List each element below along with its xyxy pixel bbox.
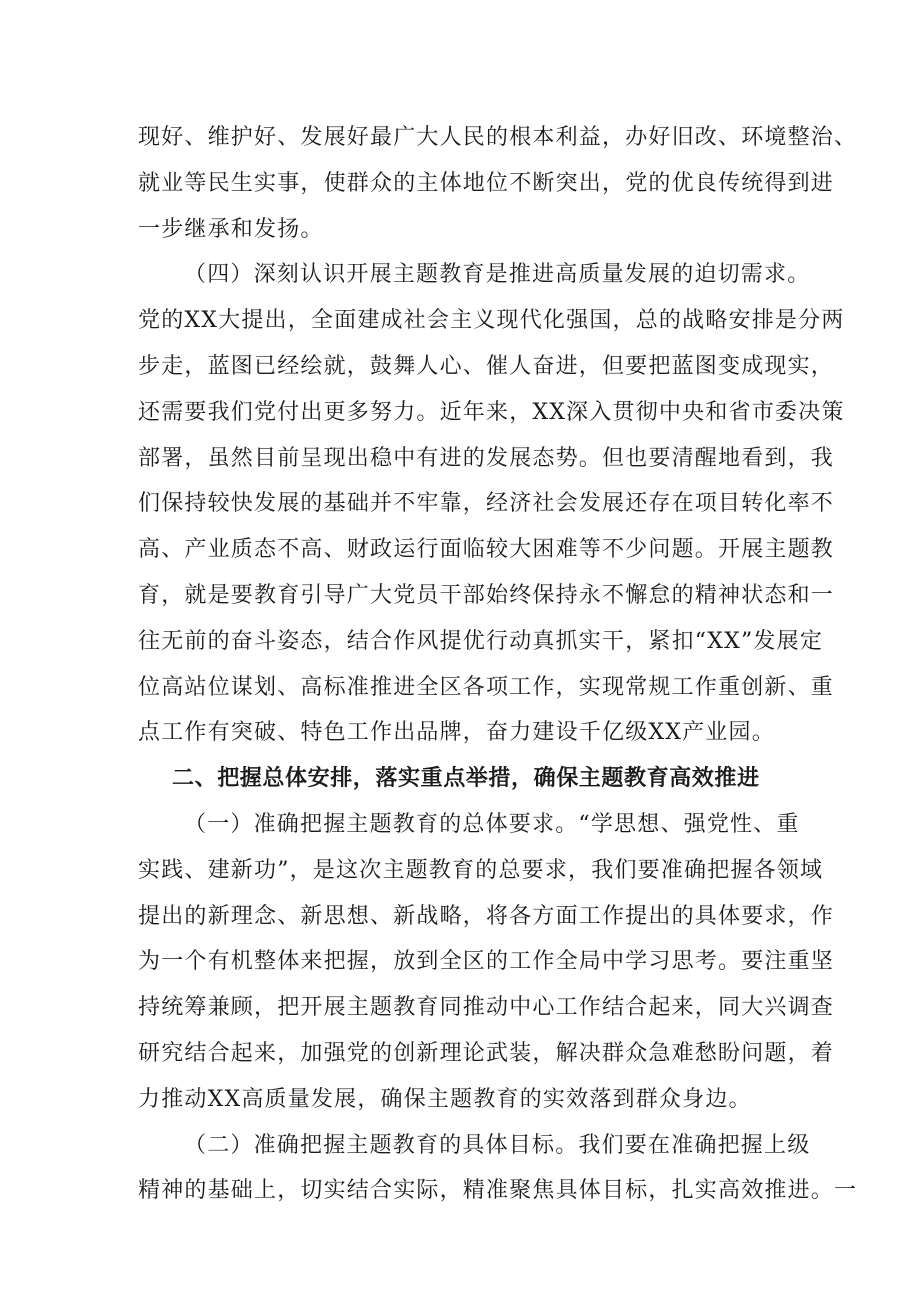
body-line: 党的XX大提出，全面建成社会主义现代化强国，总的战略安排是分两: [138, 308, 845, 334]
paragraph-first-line: （四）深刻认识开展主题教育是推进高质量发展的迫切需求。: [184, 262, 811, 288]
body-line: 力推动XX高质量发展，确保主题教育的实效落到群众身边。: [138, 1086, 752, 1112]
body-line: 还需要我们党付出更多努力。近年来，XX深入贯彻中央和省市委决策: [138, 399, 845, 425]
body-line: 育，就是要教育引导广大党员干部始终保持永不懈怠的精神状态和一: [138, 582, 835, 608]
body-line: 步走，蓝图已经绘就，鼓舞人心、催人奋进，但要把蓝图变成现实，: [138, 353, 835, 379]
body-line: 为一个有机整体来把握，放到全区的工作全局中学习思考。要注重坚: [138, 949, 835, 975]
body-line: 们保持较快发展的基础并不牢靠，经济社会发展还存在项目转化率不: [138, 491, 835, 517]
body-line: 研究结合起来，加强党的创新理论武装，解决群众急难愁盼问题，着: [138, 1040, 835, 1066]
section-heading: 二、把握总体安排，落实重点举措，确保主题教育高效推进: [172, 766, 760, 792]
paragraph-first-line: （一）准确把握主题教育的总体要求。“学思想、强党性、重: [184, 811, 800, 837]
body-line: 位高站位谋划、高标准推进全区各项工作，实现常规工作重创新、重: [138, 674, 835, 700]
body-line: 点工作有突破、特色工作出品牌，奋力建设千亿级XX产业园。: [138, 720, 775, 746]
body-line: 往无前的奋斗姿态，结合作风提优行动真抓实干，紧扣“XX”发展定: [138, 628, 824, 654]
body-line: 一步继承和发扬。: [138, 216, 324, 242]
body-line: 高、产业质态不高、财政运行面临较大困难等不少问题。开展主题教: [138, 537, 835, 563]
body-line: 就业等民生实事，使群众的主体地位不断突出，党的优良传统得到进: [138, 170, 835, 196]
body-line: 持统筹兼顾，把开展主题教育同推动中心工作结合起来，同大兴调查: [138, 995, 835, 1021]
body-line: 实践、建新功”，是这次主题教育的总要求，我们要准确把握各领域: [138, 857, 824, 883]
body-line: 现好、维护好、发展好最广大人民的根本利益，办好旧改、环境整治、: [138, 125, 858, 150]
body-line: 提出的新理念、新思想、新战略，将各方面工作提出的具体要求，作: [138, 903, 835, 929]
paragraph-first-line: （二）准确把握主题教育的具体目标。我们要在准确把握上级: [184, 1132, 811, 1158]
body-line: 部署，虽然目前呈现出稳中有进的发展态势。但也要清醒地看到，我: [138, 445, 835, 471]
body-line: 精神的基础上，切实结合实际，精准聚焦具体目标，扎实高效推进。一: [138, 1178, 858, 1204]
